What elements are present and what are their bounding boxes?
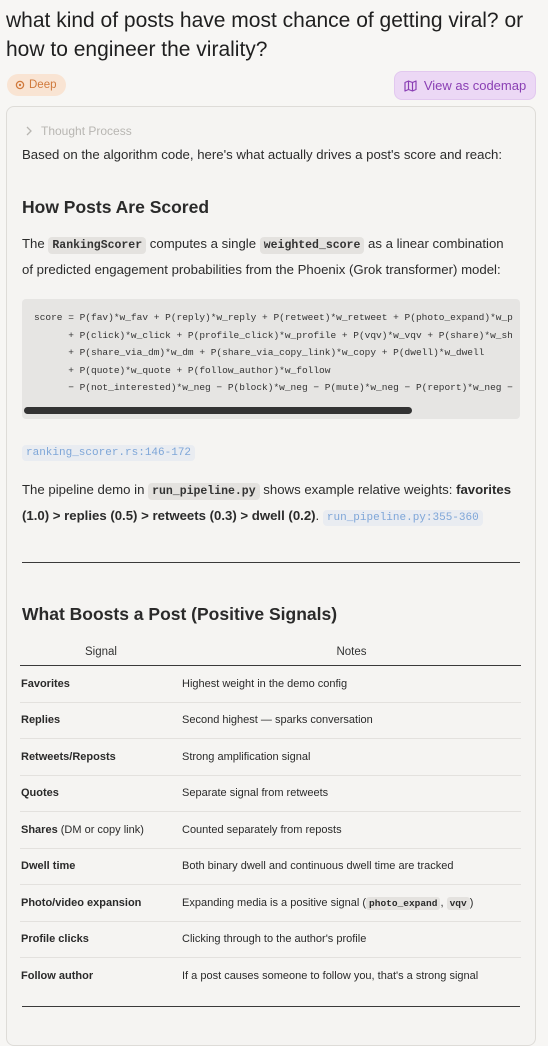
table-row <box>20 666 521 703</box>
signal-name: Shares <box>21 823 58 836</box>
notes-cell: Both binary dwell and continuous dwell time are tracked <box>182 848 521 885</box>
inline-code: run_pipeline.py <box>148 483 260 500</box>
table-header-row <box>20 638 521 666</box>
inline-code: RankingScorer <box>48 237 146 254</box>
intro-text: Based on the algorithm code, here's what actually drives a post's score and reach: <box>22 147 503 162</box>
table-row <box>20 848 521 885</box>
text: ) <box>469 896 474 909</box>
codemap-button-label: View as codemap <box>423 78 527 93</box>
text: The pipeline demo in <box>22 482 149 497</box>
inline-code: photo_expand <box>366 897 440 910</box>
signal-cell: Retweets/Reposts <box>20 739 182 776</box>
positive-signals-table <box>20 638 521 994</box>
table-row <box>20 921 521 958</box>
question-title: what kind of posts have most chance of getting viral? or how to engineer the virality? <box>6 9 524 61</box>
signal-cell: Dwell time <box>20 848 182 885</box>
notes-text: Expanding media is a positive signal ( <box>182 896 367 909</box>
file-reference-link[interactable]: ranking_scorer.rs:146-172 <box>22 445 195 461</box>
code-line: + P(quote)*w_quote + P(follow_author)*w_follow <box>34 364 331 376</box>
thought-process-toggle[interactable] <box>26 124 132 138</box>
code-text <box>34 309 513 397</box>
file-reference-link[interactable]: run_pipeline.py:355-360 <box>323 510 483 526</box>
table-row <box>20 958 521 994</box>
signal-cell: Replies <box>20 702 182 739</box>
text: The <box>22 236 49 251</box>
notes-cell: Second highest — sparks conversation <box>182 702 521 739</box>
notes-cell: Strong amplification signal <box>182 739 521 776</box>
inline-code: weighted_score <box>260 237 365 254</box>
table-row <box>20 775 521 812</box>
view-as-codemap-button[interactable] <box>394 71 536 100</box>
signal-cell: Quotes <box>20 775 182 812</box>
text: computes a single <box>146 236 260 251</box>
chevron-right-icon <box>26 126 32 136</box>
notes-cell: If a post causes someone to follow you, that's a strong signal <box>182 969 479 982</box>
table-row <box>20 812 521 849</box>
deep-badge-label: Deep <box>29 79 57 91</box>
table-row <box>20 885 521 922</box>
column-header-notes: Notes <box>182 638 521 666</box>
sparkle-icon <box>15 80 25 90</box>
text: . <box>315 508 320 523</box>
code-line: − P(not_interested)*w_neg − P(block)*w_neg − P(mute)*w_neg − P(report)*w_neg − <box>34 382 513 393</box>
section-heading-scoring: How Posts Are Scored <box>22 197 210 217</box>
divider <box>22 562 520 563</box>
notes-cell <box>182 885 521 922</box>
map-icon <box>404 80 417 92</box>
code-line: + P(share_via_dm)*w_dm + P(share_via_copy_link)*w_copy + P(dwell)*w_dwell <box>34 347 485 358</box>
scoring-paragraph <box>22 232 532 282</box>
inline-code: vqv <box>447 897 470 910</box>
notes-cell: Highest weight in the demo config <box>182 666 521 703</box>
thought-process-label: Thought Process <box>41 124 132 138</box>
signal-cell <box>20 812 182 849</box>
notes-cell: Clicking through to the author's profile <box>182 921 521 958</box>
bold-text: (1.0) > replies (0.5) > retweets (0.3) > dwell (0.2) <box>22 508 316 523</box>
column-header-signal: Signal <box>20 638 182 666</box>
text: as a linear combination <box>364 236 504 251</box>
signal-cell: Photo/video expansion <box>20 885 182 922</box>
bold-text: favorites <box>456 482 512 497</box>
deep-badge <box>7 74 66 96</box>
table-row <box>20 702 521 739</box>
score-formula-codeblock[interactable] <box>22 299 520 419</box>
signal-cell: Favorites <box>20 666 182 703</box>
text: , <box>440 896 447 909</box>
text: of predicted engagement probabilities from the Phoenix (Grok transformer) model: <box>22 262 501 277</box>
text: shows example relative weights: <box>259 482 457 497</box>
code-line: + P(click)*w_click + P(profile_click)*w_profile + P(vqv)*w_vqv + P(share)*w_sh <box>34 329 513 341</box>
notes-cell: Counted separately from reposts <box>182 812 521 849</box>
divider <box>22 1006 520 1007</box>
signal-cell: Follow author <box>21 969 94 982</box>
section-heading-positive-signals: What Boosts a Post (Positive Signals) <box>22 604 338 624</box>
signal-cell: Profile clicks <box>20 921 182 958</box>
notes-cell: Separate signal from retweets <box>182 775 521 812</box>
horizontal-scrollbar[interactable] <box>24 407 412 414</box>
signal-extra: (DM or copy link) <box>57 823 144 836</box>
pipeline-demo-paragraph <box>22 478 528 530</box>
table-row <box>20 739 521 776</box>
code-line: score = P(fav)*w_fav + P(reply)*w_reply + P(retweet)*w_retweet + P(photo_expand)*w_p <box>34 312 513 323</box>
